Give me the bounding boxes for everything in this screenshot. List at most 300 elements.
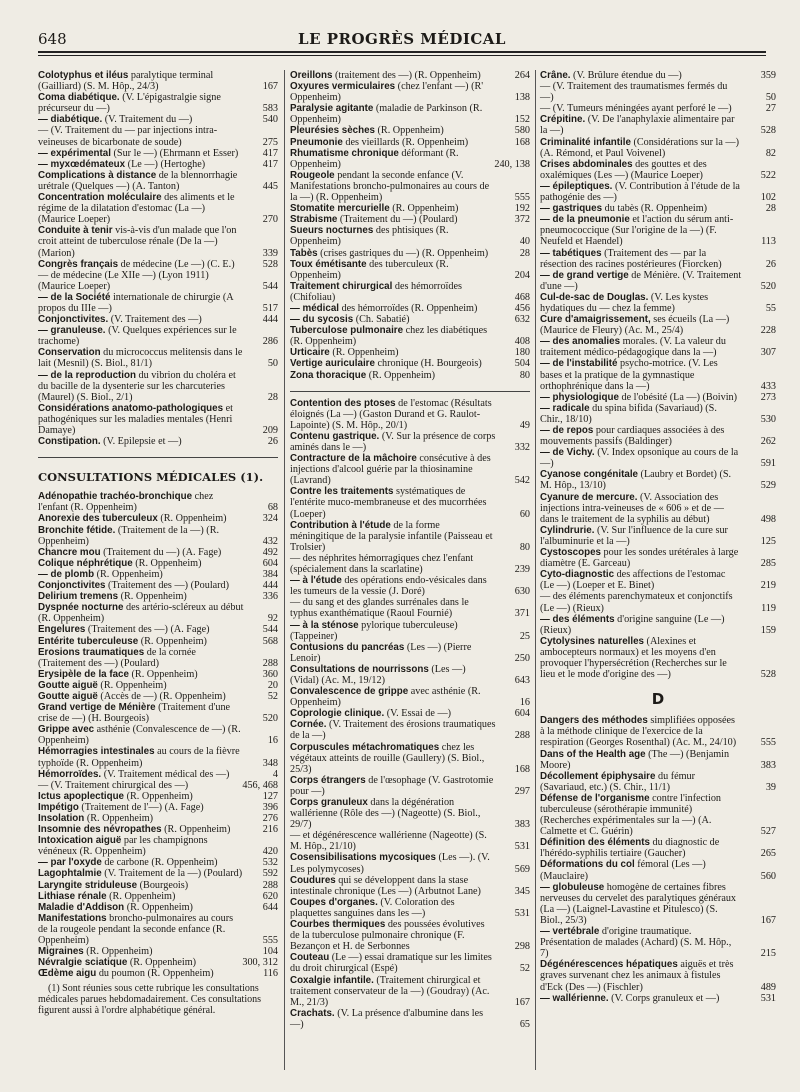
entry-text: (V. Coloration des plaquettes sanguines dans les —) [290,896,455,919]
index-entry [540,336,776,358]
entry-heading: Conjonctivites. [38,314,109,326]
entry-heading: Manifestations [38,912,107,924]
entry-text: (crises gastriques du —) (R. Oppenheim) [320,247,489,259]
entry-text: (V. De l'anaphylaxie alimentaire par la —) [540,114,735,137]
page-number: 648 [38,30,67,48]
entry-page: 167 [262,81,278,93]
entry-heading: Contenu gastrique. [290,430,380,442]
index-entry [38,525,278,547]
entry-text: des artério-scléreux au début (R. Oppenheim) [38,602,244,625]
entry-heading: — par l'oxyde [38,857,102,869]
entry-page: 456 [514,302,530,314]
entry-text: vis-à-vis d'un malade que l'on croit atteint de tuberculose rénale (De la —) (Marion) [38,225,237,259]
entry-text: (maladie de Parkinson (R. Oppenheim) [290,103,483,126]
entry-heading: — wallérienne. [540,992,609,1004]
entry-heading: Colotyphus et iléus [38,70,129,81]
entry-heading: — à l'étude [290,575,342,587]
index-entry [290,742,530,775]
index-entry [38,647,278,669]
entry-heading: Convalescence de grippe [290,686,409,698]
entry-text: d'origine traumatique. Présentation de malades (Achard) (S. M. Hôp., 7) [540,926,732,960]
entry-page: 630 [514,586,530,598]
index-entry [38,70,278,92]
entry-page: 270 [262,214,278,226]
entry-page: 433 [760,380,776,392]
entry-page: 420 [262,846,278,858]
section-title: CONSULTATIONS MÉDICALES (1). [38,470,264,485]
entry-text: d'origine sanguine (Le —) (Rieux) [540,613,725,636]
entry-text: aiguës et très graves survenant chez les animaux à fistules d'Eck (Des —) (Fischler) [540,959,734,993]
index-entry [540,837,776,859]
entry-page: 417 [262,158,278,170]
entry-heading: Delirium tremens [38,591,119,603]
entry-page: 68 [267,502,278,514]
entry-text: (Traitement d'une crise de —) (H. Bourgeois) [38,702,231,725]
entry-text: des affections de l'estomac (Le —) (Loeper et E. Binet) [540,569,726,592]
entry-text: du tabès (R. Oppenheim) [604,203,708,215]
entry-text: (Traitement des —) (Poulard) [108,580,230,592]
entry-text: du micrococcus melitensis dans le lait (Mesnil) (S. Biol., 81/1) [38,347,243,370]
index-entry [38,702,278,724]
entry-heading: Cosensibilisations mycosiques [290,852,436,864]
entry-heading: Zona thoracique [290,369,367,381]
index-entry [540,181,776,203]
entry-text: chez les diabétiques (R. Oppenheim) [290,325,488,348]
index-entry [290,81,530,103]
entry-page: 65 [519,1018,530,1030]
index-entry [38,114,278,125]
entry-page: 383 [760,759,776,771]
index-entry [290,214,530,225]
index-entry [540,749,776,771]
entry-text: (Traitement du —) (A. Fage) [103,546,222,558]
entry-text: (R. Oppenheim) [86,813,154,824]
index-entry [290,453,530,486]
entry-text: (V. Traitement de la —) (Poulard) [104,868,243,880]
index-entry [290,248,530,259]
index-entry [290,919,530,952]
entry-text: (V. Sur l'influence de la cure sur l'albuminurie et la —) [540,524,728,547]
index-entry [38,857,278,868]
entry-heading: Pleurésies sèches [290,125,375,137]
index-entry [290,259,530,281]
index-entry [38,403,278,436]
index-entry [290,347,530,358]
index-entry [38,325,278,347]
index-entry [38,680,278,691]
index-entry [540,447,776,469]
entry-heading: Contribution à l'étude [290,519,391,531]
entry-page: 468 [514,291,530,303]
entry-text: des hémorroïdes (R. Oppenheim) [341,302,478,314]
entry-heading: Consultations de nourrissons [290,663,429,675]
index-entry [540,292,776,314]
entry-page: 52 [519,963,530,975]
entry-heading: Migraines [38,946,84,958]
index-entry [38,824,278,835]
entry-text: de Ménière. (V. Traitement d'une —) [540,269,742,292]
entry-heading: Dans of the Health age [540,748,646,760]
entry-page: 275 [262,136,278,148]
index-entry [290,281,530,303]
entry-page: 52 [267,690,278,702]
index-entry [38,125,278,147]
entry-heading: — à la sténose [290,619,359,631]
index-entry [540,425,776,447]
index-entry [290,553,530,575]
entries-main [290,398,530,1030]
entry-page: 432 [262,535,278,547]
index-entry [540,403,776,425]
entry-page: 288 [514,730,530,742]
entry-heading: — du sycosis [290,314,354,326]
entry-heading: Tabès [290,247,318,259]
entry-text: (V. Traitement médical des —) [103,768,230,780]
section-rule [38,457,278,458]
entry-heading: Décollement épiphysaire [540,770,656,782]
entry-text: (Bourgeois) [139,879,189,891]
entry-text: du spina bifida (Savariaud) (S. Chir., 18/10) [540,402,717,425]
column-divider [535,70,536,1070]
entry-text: (Le —) (Hertoghe) [127,158,206,170]
index-entry [290,897,530,919]
entry-heading: — globuleuse [540,881,605,893]
entry-text: pour les sondes urétérales à large diamètre (E. Garceau) [540,547,739,570]
entry-text: (R. Oppenheim) [377,125,444,137]
entry-page: 265 [760,848,776,860]
entry-page: 456, 468 [242,779,278,791]
page-header [38,30,766,54]
entry-text: (Traitement de l'—) (A. Fage) [81,801,204,813]
entry-heading: Grand vertige de Ménière [38,702,156,714]
entry-text: de la blennorrhagie urétrale (Quelques —) (A. Tanton) [38,169,238,192]
entry-text: (R. Oppenheim) [129,957,197,969]
entry-text: (Traitement des —) (A. Fage) [87,624,210,636]
index-entry [540,137,776,159]
entry-text: (Ch. Sabatié) [355,314,410,326]
entry-heading: — de la Société [38,291,111,303]
entry-page: 332 [514,442,530,453]
entry-heading: Considérations anatomo-pathologiques [38,402,224,414]
entry-text: de la forme méningitique de la paralysie infantile (Paisseau et Trolsier) [290,519,493,553]
entry-heading: Crachats. [290,1007,335,1019]
entry-heading: Rougeole [290,169,335,181]
section-rule [290,391,530,392]
entry-text: (Les —) (Vidal) (Ac. M., 19/12) [290,663,466,686]
entry-text: — (V. Tumeurs méningées ayant perforé le —) [540,103,732,115]
entry-page: 444 [262,580,278,592]
entry-page: 445 [262,180,278,192]
entry-page: 55 [765,302,776,314]
entry-heading: Cyanose congénitale [540,469,638,481]
entry-text: (Traitement de la —) (R. Oppenheim) [38,524,220,547]
entry-page: 520 [262,713,278,725]
entry-heading: — épileptiques. [540,180,613,192]
entry-text: du vibrion du choléra et du bacille de la dysenterie sur les charcuteries (Maurel) (S. Biol., 2/1) [38,369,236,403]
entry-text: (V. Essai de —) [386,708,452,720]
entry-heading: Lagophtalmie [38,868,102,880]
entry-text: (R. Oppenheim) [135,557,202,569]
entry-page: 529 [760,480,776,492]
entry-text: (V. Brûlure étendue du —) [573,70,682,81]
entry-heading: Conduite à tenir [38,225,113,237]
entry-text: (R. Oppenheim) [368,369,435,381]
entry-page: 49 [519,419,530,431]
index-entry [540,547,776,569]
entry-heading: Oxyures vermiculaires [290,81,396,93]
entry-page: 336 [262,591,278,603]
entry-page: 298 [514,941,530,953]
entry-heading: — tabétiques [540,247,602,259]
entries-d [540,715,776,1003]
index-entry [290,575,530,597]
entry-heading: — de plomb [38,568,95,580]
entry-page: 348 [262,757,278,769]
entry-page: 28 [765,203,776,215]
entry-page: 159 [760,624,776,636]
entry-heading: Intoxication aiguë [38,835,122,847]
entry-text: des opérations endo-vésicales dans les tumeurs de la vessie (J. Doré) [290,575,487,598]
entry-heading: Rhumatisme chronique [290,147,399,159]
entry-heading: Chancre mou [38,546,101,558]
entry-text: et l'action du sérum anti-pneumococcique (Sur l'origine de la —) (F. Neufeld et Haendel) [540,214,734,248]
index-entry [38,746,278,768]
entry-text: — et dégénérescence wallérienne (Nageotte) (S. M. Hôp., 21/10) [290,830,487,853]
entry-text: — (V. Traitement des traumatismes fermés du —) [540,81,728,104]
index-entry [540,392,776,403]
entry-text: ses écueils (La —) (Maurice de Fleury) (Ac. M., 25/4) [540,314,730,337]
entry-heading: Coupes d'organes. [290,896,378,908]
entry-heading: Toux émétisante [290,258,367,270]
entry-page: 82 [765,147,776,159]
index-entry [290,852,530,874]
entry-heading: Crépitine. [540,114,586,126]
entry-page: 288 [262,657,278,669]
entry-page: 527 [760,826,776,838]
entry-text: (chez l'enfant —) (R' Oppenheim) [290,81,484,104]
entry-page: 528 [760,125,776,137]
entry-page: 560 [760,870,776,882]
entry-page: 104 [262,946,278,958]
entry-heading: Stomatite mercurielle [290,203,390,215]
entry-page: 372 [514,214,530,226]
entry-page: 345 [514,885,530,897]
index-entry [540,614,776,636]
entry-heading: — granuleuse. [38,325,106,337]
entry-heading: — des anomalies [540,336,621,348]
index-entry [290,719,530,741]
entry-page: 580 [514,125,530,137]
index-entry [38,813,278,824]
index-entry [290,797,530,830]
entry-text: (V. Traitement du —) [104,114,193,126]
entry-page: 528 [262,258,278,270]
entries-c [540,70,776,680]
entry-heading: Complications à distance [38,169,157,181]
index-entry [290,314,530,325]
entry-heading: Oreillons [290,70,333,81]
entry-page: 417 [262,147,278,159]
index-entry [38,791,278,802]
entry-text: de l'obésité (La —) (Boivin) [621,391,738,403]
entry-heading: Urticaire [290,347,330,359]
entry-heading: Contre les traitements [290,486,394,498]
entry-heading: Courbes thermiques [290,919,386,931]
entry-text: (traitement des —) (R. Oppenheim) [335,70,481,81]
index-entry [38,891,278,902]
entry-text: des tuberculeux (R. Oppenheim) [290,258,449,281]
index-entry [38,159,278,170]
index-entry [540,159,776,181]
index-entry [290,225,530,247]
index-entry [38,769,278,780]
entry-heading: Dyspnée nocturne [38,602,124,614]
index-entry [290,775,530,797]
entry-page: 152 [514,114,530,126]
entry-text: (V. Sur la présence de corps aminés dans le —) [290,430,496,453]
entry-page: 26 [765,258,776,270]
index-entry [290,103,530,125]
entry-heading: Laryngite striduleuse [38,879,138,891]
entry-heading: Contention des ptoses [290,397,396,409]
entry-page: 383 [514,819,530,831]
index-entry [38,259,278,270]
entry-page: 240, 138 [494,158,530,170]
entry-heading: Traitement chirurgical [290,280,393,292]
entry-page: 504 [514,358,530,370]
entry-text: contre l'infection tuberculeuse (sérothérapie immunité) (Recherches expérimentales sur la —) (A. Calmette et C. Guérin) [540,792,722,838]
entry-text: chronique (H. Bourgeois) [377,358,482,370]
index-entry [540,715,776,748]
entry-heading: — de repos [540,425,594,436]
index-entry [38,192,278,225]
entry-page: 300, 312 [242,957,278,969]
entry-heading: Goutte aiguë [38,679,98,691]
entry-heading: Maladie d'Addison [38,901,125,913]
entry-heading: Lithiase rénale [38,890,107,902]
entry-text: du fémur (Savariaud, etc.) (S. Chir., 11/1) [540,770,696,793]
entry-heading: — de l'instabilité [540,358,618,370]
entry-page: 216 [262,824,278,836]
entry-heading: Engelures [38,624,86,636]
index-entry [38,558,278,569]
entry-text: de carbone (R. Oppenheim) [104,857,218,869]
entry-heading: Corps étrangers [290,774,366,786]
entry-page: 262 [760,436,776,448]
entry-text: dans la dégénération wallérienne (Rôle des —) (Nageotte) (S. Biol., 29/7) [290,797,481,831]
entry-text: (Sur le —) (Ehrmann et Esser) [113,147,239,159]
entries-top [38,70,278,447]
entry-page: 16 [267,735,278,747]
entry-heading: Coudures [290,874,336,886]
index-entry [38,491,278,513]
index-entry [38,292,278,314]
index-entry [540,492,776,525]
entry-heading: Œdème aigu [38,968,97,980]
entry-heading: Conservation [38,347,101,359]
index-entry [540,771,776,793]
entry-text: (Traitement chirurgical et traitement conservateur de la —) (Goudray) (Ac. M., 21/3) [290,974,490,1008]
index-entry [290,708,530,719]
column-divider [284,70,285,1070]
entry-text: (Le —) essai dramatique sur les limites du droit chirurgical (Espé) [290,952,492,975]
entry-text: — (V. Traitement du — par injections intra-veineuses de bicarbonate de soude) [38,125,218,148]
index-entry [540,314,776,336]
entry-page: 20 [267,679,278,691]
entry-heading: — de la reproduction [38,369,136,381]
entry-text: (V. Index opsonique au cours de la —) [540,447,739,470]
entry-text: internationale de chirurgie (A propos du IIIe —) [38,291,234,314]
entry-text: — du sang et des glandes surrénales dans le typhus exanthématique (Raoul Fournié) [290,597,469,620]
entry-page: 360 [262,668,278,680]
entry-heading: Bronchite fétide. [38,524,116,536]
entry-heading: Goutte aiguë [38,690,98,702]
entry-page: 544 [262,624,278,636]
index-entry [38,724,278,746]
entry-page: 113 [761,236,776,248]
entry-heading: — de Vichy. [540,447,595,459]
entry-heading: — physiologique [540,391,619,403]
entry-heading: Cure d'amaigrissement, [540,314,651,326]
entry-heading: Défense de l'organisme [540,792,650,804]
entry-text: pendant la seconde enfance (V. Manifestations broncho-pulmonaires au cours de la —) (R. Oppenheim) [290,169,490,204]
entry-text: du poumon (R. Oppenheim) [98,968,214,980]
entry-page: 125 [760,535,776,547]
entry-text: (Traitement des — par la résection des racines postérieures (Fiorcken) [540,247,722,270]
index-entry [290,875,530,897]
index-entry [38,669,278,680]
entry-page: 4 [272,768,278,780]
entry-page: 25 [519,630,530,642]
entry-text: (V. Corps granuleux et —) [611,992,720,1004]
entry-heading: Cul-de-sac de Douglas. [540,291,649,303]
index-entry [38,691,278,702]
entry-page: 555 [760,737,776,749]
entry-page: 168 [514,136,530,148]
entry-page: 592 [262,868,278,880]
entry-text: — des éléments parenchymateux et conjonctifs (Le —) (Rieux) [540,591,733,614]
index-entry [540,636,776,680]
entry-page: 542 [514,475,530,487]
index-entry [540,203,776,214]
entry-page: 16 [519,697,530,709]
entry-heading: Constipation. [38,436,101,448]
entry-page: 219 [760,580,776,592]
entry-heading: Strabisme [290,214,338,226]
entry-page: 297 [514,785,530,797]
index-entry [290,664,530,686]
entry-heading: Criminalité infantile [540,136,631,148]
entry-text: (V. Traitement des érosions traumatiques de la —) [290,719,496,742]
entry-heading: — médical [290,302,340,314]
entry-heading: Coxalgie infantile. [290,974,374,986]
entry-text: consécutive à des injections d'alcool guérie par la thiosinamine (Lavrand) [290,453,491,487]
entry-page: 517 [262,302,278,314]
entry-page: 544 [262,280,278,292]
entry-page: 489 [760,981,776,993]
entry-page: 384 [262,568,278,580]
entry-page: 40 [519,236,530,248]
entry-heading: Cystoscopes [540,547,601,559]
journal-title: LE PROGRÈS MÉDICAL [298,30,506,48]
index-entry [540,103,776,114]
index-entry [38,868,278,879]
entry-text: (Alexines et ambocepteurs normaux) et les moyens d'en provoquer l'hypersécrétion (Recherches sur le lieu et le mode d'origine des —) [540,635,727,681]
index-entry [38,347,278,369]
entry-text: (Laubry et Bordet) (S. M. Hôp., 13/10) [540,469,732,492]
entry-text: (Traitement du —) (Poulard) [339,214,458,226]
entry-page: 26 [267,436,278,448]
